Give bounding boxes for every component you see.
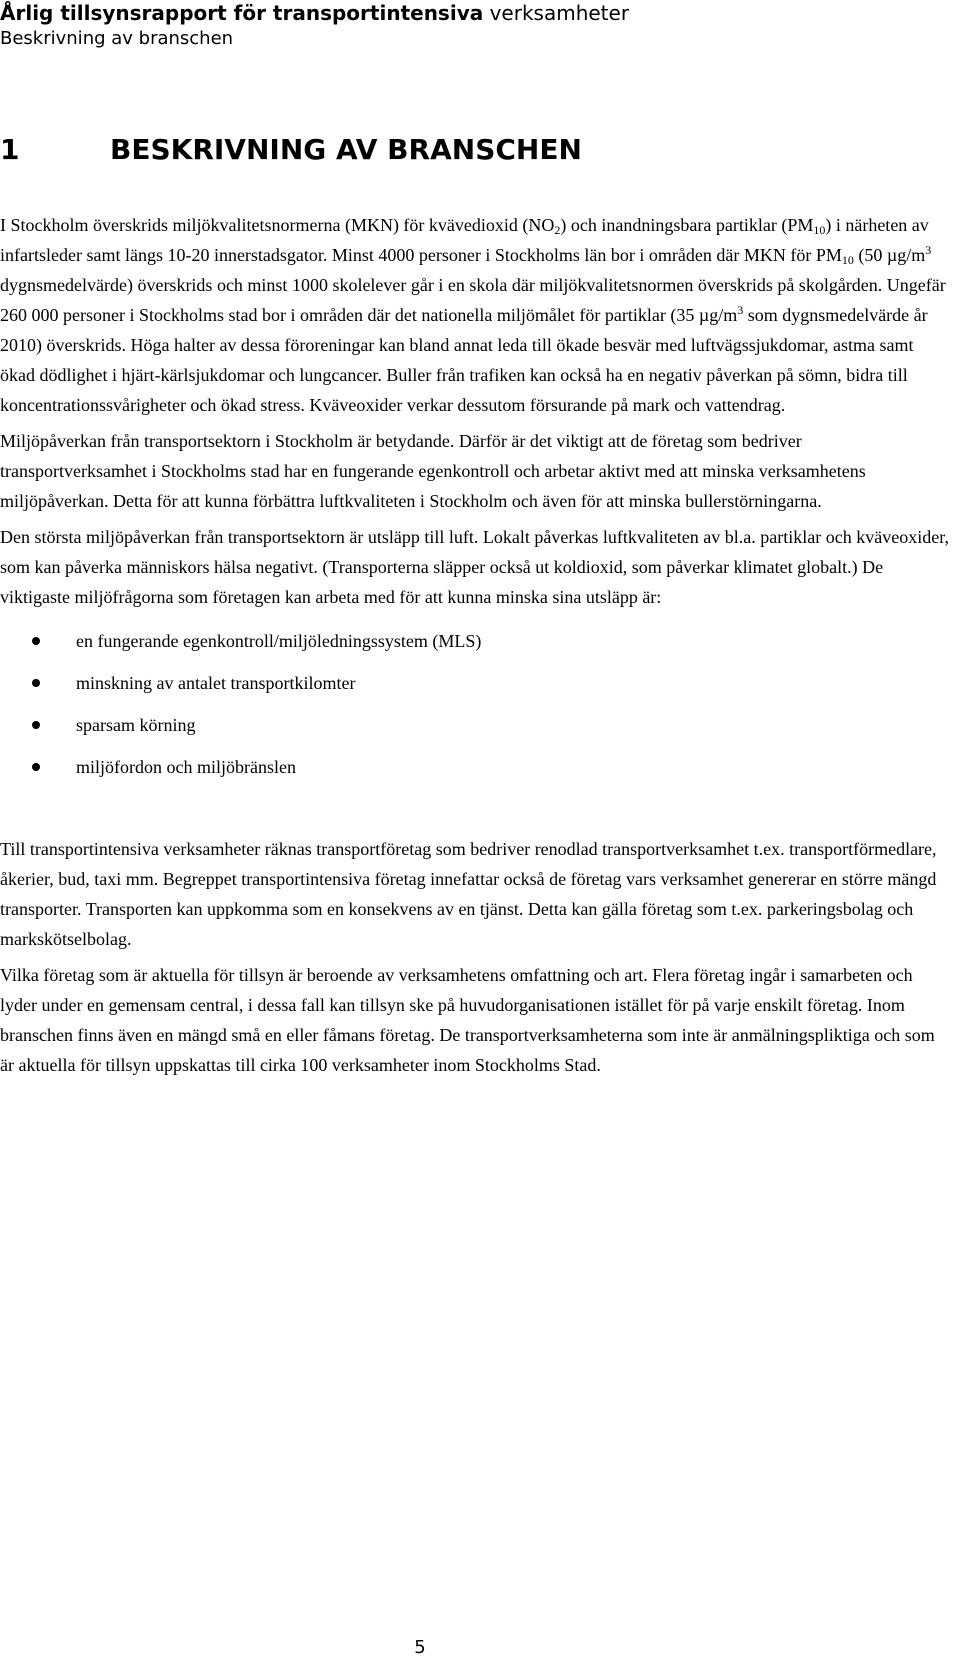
paragraph-environmental-impact: Miljöpåverkan från transportsektorn i Stockholm är betydande. Därför är det viktigt att de företag som bedriver transportverksamhet i Stockholms stad har en fungerande egenkontroll och arbetar aktivt med att minska verksamhetens miljöpåverkan. Detta för att kunna förbättra luftkvaliteten i Stockholm och även för att minska bullerstörningarna.: [0, 431, 866, 511]
p1-sub-pm10-b: 10: [841, 253, 854, 267]
page-header: [0, 0, 940, 52]
p1-text-b: ) och inandningsbara partiklar (PM: [560, 215, 814, 235]
p1-sup-m3-a: 3: [925, 243, 932, 257]
bullet-dot: [32, 763, 40, 771]
list-item: [0, 710, 950, 752]
section-number: 1: [0, 133, 20, 166]
document-body: [0, 210, 950, 1086]
p1-text-f: som dygnsmedelvärde år 2010) överskrids. Höga halter av dessa föroreningar kan bland annat leda till ökade besvär med luftvägssjukdomar, astma samt ökad dödlighet i hjärt-kärlsjukdomar och lungcancer. Buller från trafiken kan också ha en negativ påverkan på sömn, bidra till koncentrationssvårigheter och ökad stress. Kväveoxider verkar dessutom försurande på mark och vattendrag.: [0, 305, 928, 415]
bullet-list: [0, 626, 950, 794]
p1-sub-no2: 2: [554, 223, 561, 237]
p1-text-a: I Stockholm överskrids miljökvalitetsnormerna (MKN) för kvävedioxid (NO: [0, 215, 555, 235]
p1-text-d: (50 µg/m: [853, 245, 926, 265]
report-title: [0, 0, 940, 26]
list-item: [0, 752, 950, 794]
p1-sub-pm10-a: 10: [813, 223, 826, 237]
bullet-dot: [32, 721, 40, 729]
p1-sup-m3-b: 3: [737, 303, 744, 317]
list-item-text: en fungerande egenkontroll/miljöledningssystem (MLS): [76, 631, 482, 651]
section-heading: [0, 130, 582, 170]
list-item: [0, 626, 950, 668]
list-item-text: minskning av antalet transportkilomter: [76, 673, 356, 693]
report-subtitle: Beskrivning av branschen: [0, 28, 234, 49]
p1-text-c: ) i närheten av infartsleder samt längs 10-20 innerstadsgator. Minst 4000 personer i Stockholms län bor i områden där MKN för PM: [0, 215, 929, 265]
paragraph-emissions: Den största miljöpåverkan från transportsektorn är utsläpp till luft. Lokalt påverkas luftkvaliteten av bl.a. partiklar och kväveoxider, som kan påverka människors hälsa negativt. (Transporterna släpper också ut koldioxid, som påverkar klimatet globalt.) De viktigaste miljöfrågorna som företagen kan arbeta med för att kunna minska sina utsläpp är:: [0, 527, 949, 607]
list-item-text: sparsam körning: [76, 715, 196, 735]
bullet-dot: [32, 679, 40, 687]
report-title-normal: verksamheter: [483, 1, 630, 25]
page-number: 5: [414, 1637, 426, 1658]
list-item: [0, 668, 950, 710]
paragraph-definition: Till transportintensiva verksamheter räknas transportföretag som bedriver renodlad transportverksamhet t.ex. transportförmedlare, åkerier, bud, taxi mm. Begreppet transportintensiva företag innefattar också de företag vars verksamhet genererar en större mängd transporter. Transporten kan uppkomma som en konsekvens av en tjänst. Detta kan gälla företag som t.ex. parkeringsbolag och markskötselbolag.: [0, 839, 937, 949]
list-item-text: miljöfordon och miljöbränslen: [76, 757, 296, 777]
p1-text-e: dygnsmedelvärde) överskrids och minst 1000 skolelever går i en skola där miljökvalitetsnormen överskrids på skolgården. Ungefär 260 000 personer i Stockholms stad bor i områden där det nationella miljömålet för partiklar (35 µg/m: [0, 275, 946, 325]
paragraph-air-quality: [0, 210, 950, 420]
bullet-dot: [32, 637, 40, 645]
report-title-bold: Årlig tillsynsrapport för transportintensiva: [0, 1, 484, 25]
section-title: BESKRIVNING AV BRANSCHEN: [110, 133, 582, 166]
paragraph-supervision-scope: Vilka företag som är aktuella för tillsyn är beroende av verksamhetens omfattning och art. Flera företag ingår i samarbeten och lyder under en gemensam central, i dessa fall kan tillsyn ske på huvudorganisationen istället för på varje enskilt företag. Inom branschen finns även en mängd små en eller fåmans företag. De transportverksamheterna som inte är anmälningspliktiga och som är aktuella för tillsyn uppskattas till cirka 100 verksamheter inom Stockholms Stad.: [0, 965, 935, 1075]
